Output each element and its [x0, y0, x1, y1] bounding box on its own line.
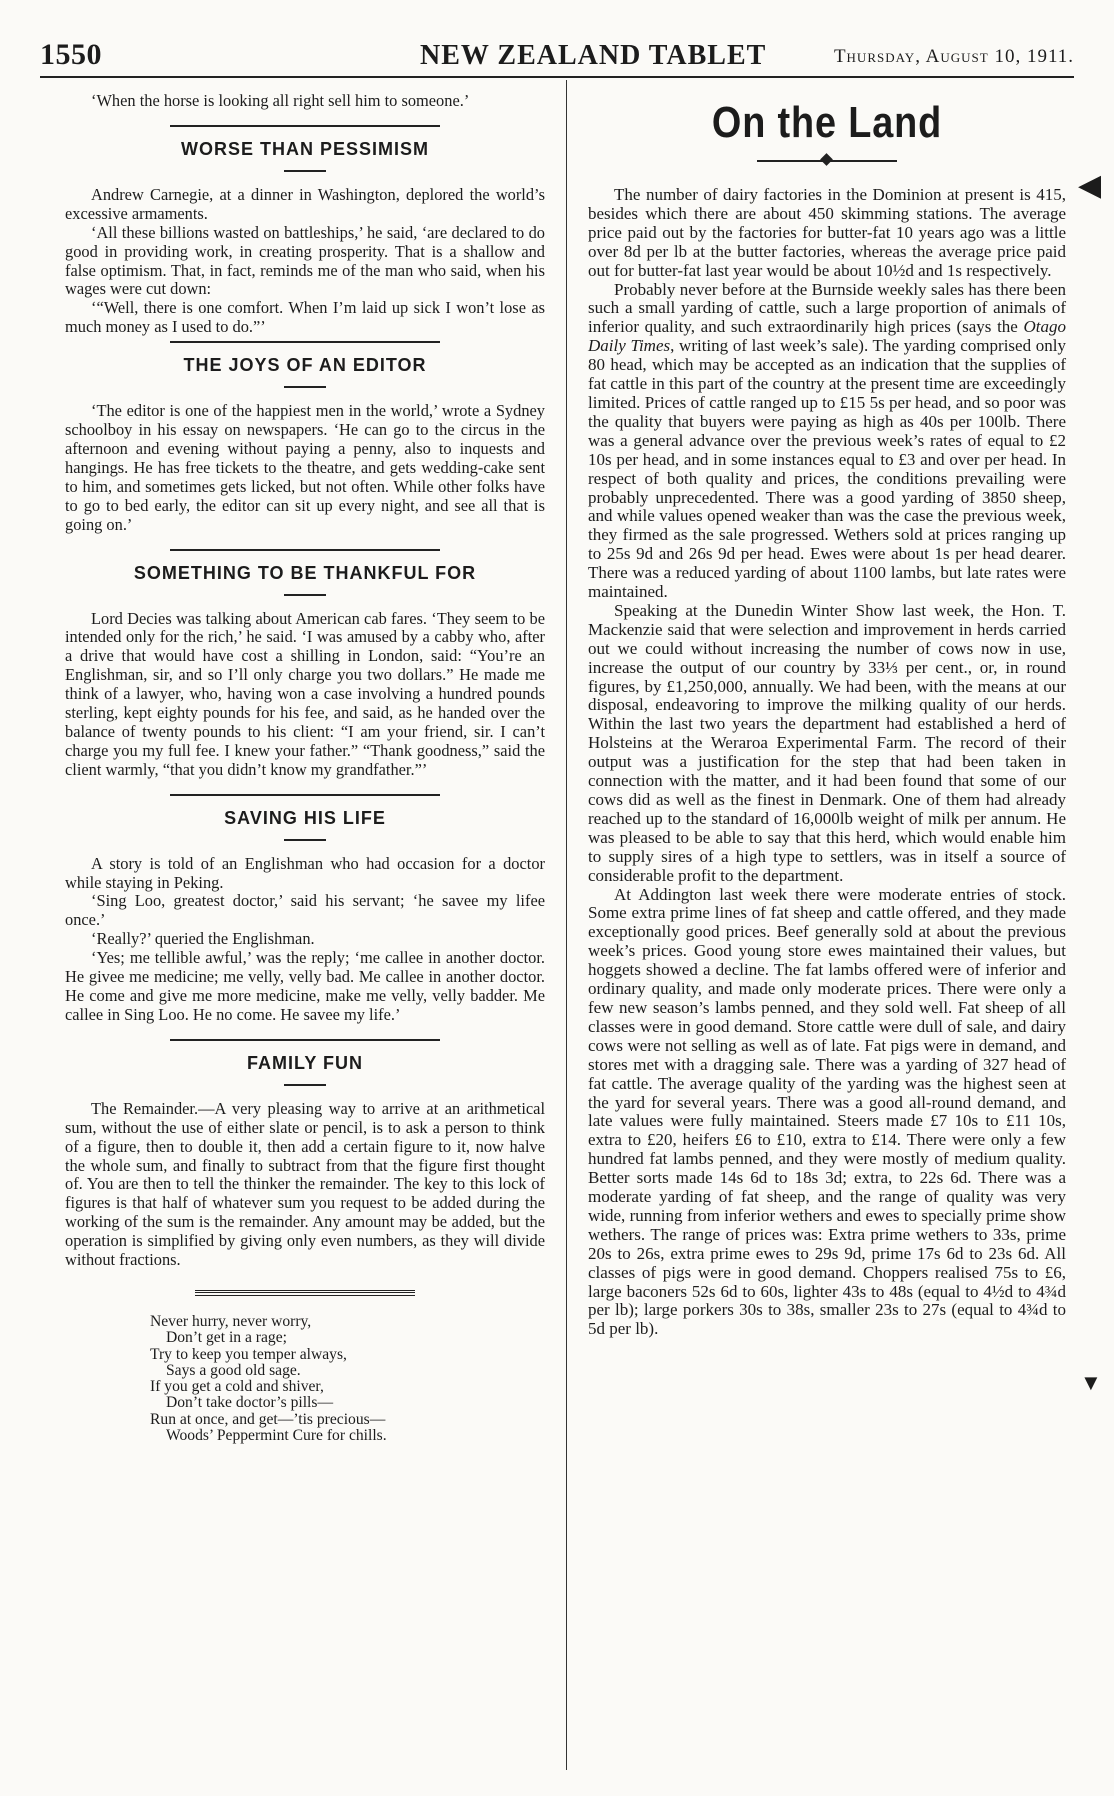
masthead-title: NEW ZEALAND TABLET: [420, 40, 767, 71]
verse-line: Don’t take doctor’s pills—: [166, 1394, 334, 1412]
margin-arrow-icon: ◀: [1078, 169, 1102, 202]
title-underline: [284, 594, 326, 596]
section-title-family-fun: FAMILY FUN: [246, 1052, 363, 1073]
title-ornament: [757, 154, 897, 168]
section-title-joys-of-an-editor: THE JOYS OF AN EDITOR: [183, 355, 427, 376]
verse-line: Don’t get in a rage;: [166, 1329, 287, 1347]
margin-arrow-icon: ▼: [1080, 1370, 1102, 1395]
newspaper-name: Otago Daily Times: [588, 317, 1066, 356]
section-title-on-the-land: On the Land: [711, 98, 943, 147]
article-paragraph: ‘Sing Loo, greatest doctor,’ said his servant; ‘he savee my lifee once.’: [65, 891, 545, 930]
page-header: [40, 38, 1074, 72]
article-paragraph: At Addington last week there were moderate entries of stock. Some extra prime lines of fat sheep and cattle offered, and they made exceptionally good prices. Beef generally sold at about the previous week’s prices. Good young store ewes maintained their values, but hoggets showed a decline. The fat lambs offered were of inferior and ordinary quality, and made only moderate prices. There were only a few new season’s lambs penned, and they sold well. Fat sheep of all classes were in good demand. Store cattle were dull of sale, and dairy cows were not selling as well as of late. Fat pigs were in demand, and stores met with a dragging sale. There was a yarding of 327 head of fat cattle. The average quality of the yarding was the highest seen at the yard for several years. There was a good all-round demand, and late values were fully maintained. Steers made £7 10s to £11 10s, extra to £20, heifers £6 to £10, extra to £14. There were only a few hundred fat lambs penned, and they were mostly of medium quality. Better sorts made 14s 6d to 18s 3d; extra, to 22s 6d. There was a moderate yarding of fat sheep, and the range of quality was very wide, running from inferior wethers and ewes to specially prime show wethers. The range of prices was: Extra prime wethers to 33s, prime 20s to 26s, extra prime ewes to 29s 9d, prime 17s 6d to 23s 6d. All classes of pigs were in good demand. Choppers realised 75s to £6, large baconers 52s 6d to 60s, lighter 43s to 48s (equal to 4½d to 4¾d per lb); large porkers 30s to 38s, smaller 23s to 27s (equal to 4¾d to 5d per lb).: [588, 884, 1066, 1339]
advertisement-verse: [150, 1314, 545, 1444]
verse-line: Run at once, and get—’tis precious—: [150, 1410, 386, 1428]
issue-date: Thursday, August 10, 1911.: [833, 46, 1074, 67]
article-paragraph: The number of dairy factories in the Dominion at present is 415, besides which there are about 450 skimming stations. The average price paid out by the factories for butter-fat 10 years ago was a little over 8d per lb at the butter factories, whereas the average price paid out for butter-fat last year would be about 10½d and 1s respectively.: [588, 185, 1066, 280]
article-paragraph: [588, 281, 1066, 602]
verse-line: Woods’ Peppermint Cure for chills.: [166, 1427, 387, 1445]
article-paragraph: Andrew Carnegie, at a dinner in Washington, deplored the world’s excessive armaments.: [65, 184, 545, 223]
title-underline: [284, 1084, 326, 1086]
double-rule-divider: [195, 1290, 415, 1296]
section-title-worse-than-pessimism: WORSE THAN PESSIMISM: [180, 138, 429, 159]
intro-quote: ‘When the horse is looking all right sell him to someone.’: [91, 91, 470, 110]
verse-line: Never hurry, never worry,: [150, 1312, 312, 1330]
section-title-something-to-be-thankful-for: SOMETHING TO BE THANKFUL FOR: [133, 562, 477, 583]
section-rule: [170, 341, 440, 343]
left-column: [65, 92, 545, 1444]
title-underline: [284, 839, 326, 841]
article-paragraph: ‘“Well, there is one comfort. When I’m laid up sick I won’t lose as much money as I used to do.”’: [65, 298, 545, 337]
section-rule: [170, 1039, 440, 1041]
verse-line: Try to keep you temper always,: [150, 1345, 347, 1363]
article-paragraph: Lord Decies was talking about American cab fares. ‘They seem to be intended only for the rich,’ he said. ‘I was amused by a cabby who, after a drive that would have cost a shilling in London, said: “You’re an Englishman, sir, and so I’ll only charge you two dollars.” He made me think of a lawyer, who, having won a case involving a hundred pounds sterling, kept eighty pounds for his fee, and said, as he handed over the balance of twenty pounds to his client: “I am your friend, sir. I can’t charge you my full fee. I knew your father.” “Thank goodness,” said the client warmly, “that you didn’t know my grandfather.”’: [65, 608, 545, 779]
section-rule: [170, 549, 440, 551]
page-number: 1550: [40, 38, 102, 71]
right-column: [588, 92, 1066, 1339]
title-underline: [284, 170, 326, 172]
verse-line: If you get a cold and shiver,: [150, 1378, 324, 1396]
column-divider: [566, 80, 567, 1770]
article-paragraph: Speaking at the Dunedin Winter Show last week, the Hon. T. Mackenzie said that were selection and improvement in herds carried out we could without increasing the number of cows now in use, increase the output of our country by 33⅓ per cent., or, in round figures, by £1,250,000, annually. We had been, with the means at our disposal, endeavoring to improve the milking quality of our herds. Within the last two years the department had established a herd of Holsteins at the Weraroa Experimental Farm. The record of their output was a justification for the step that had been taken in connection with the matter, and it had been found that some of our cows did as well as the finest in Denmark. One of them had already reached up to the standard of 16,000lb weight of milk per annum. He was pleased to be able to say that this herd, which would enable him to supply sires of a high type to settlers, was in itself a source of considerable profit to the department.: [588, 600, 1066, 885]
article-paragraph: ‘Yes; me tellible awful,’ was the reply; ‘me callee in another doctor. He givee me medicine; me velly, velly bad. Me callee in another doctor. He come and give me more medicine, make me velly, velly badder. Me callee in Sing Loo. He no come. He savee my life.’: [65, 948, 545, 1024]
article-paragraph: ‘The editor is one of the happiest men in the world,’ wrote a Sydney schoolboy in his essay on newspapers. ‘He can go to the circus in the afternoon and evening without paying a penny, also to inquests and hangings. He has free tickets to the theatre, and gets wedding-cake sent to him, and sometimes gets licked, but not often. While other folks have to go to bed early, the editor can sit up every night, and see all that is going on.’: [65, 401, 545, 534]
article-paragraph: The Remainder.—A very pleasing way to arrive at an arithmetical sum, without the use of either slate or pencil, is to ask a person to think of a figure, then to double it, then add a certain figure to it, now halve the whole sum, and finally to subtract from that the figure first thought of. You are then to tell the thinker the remainder. The key to this lock of figures is that half of whatever sum you request to be added during the working of the sum is the remainder. Any amount may be added, but the operation is simplified by giving only even numbers, as they will divide without fractions.: [65, 1098, 545, 1270]
title-underline: [284, 386, 326, 388]
paragraph-text: , writing of last week’s sale). The yarding comprised only 80 head, which may be accepted as an indication that the supplies of fat cattle in this part of the country at the present time are exceedingly limited. Prices of cattle ranged up to £15 5s per head, and so poor was the quality that buyers were paying as high as 40s per 100lb. There was a general advance over the previous week’s rates of equal to £2 10s per head, and in some instances equal to £3 and over per head. In respect of both quality and prices, the conditions prevailing were probably unprecedented. There was a good yarding of 3850 sheep, and while values opened weaker than was the case the previous week, they firmed as the sale progressed. Wethers sold at prices ranging up to 25s 9d and 26s 9d per head. Ewes were about 1s per head dearer. There was a reduced yarding of about 1100 lambs, but late rates were maintained.: [588, 336, 1066, 602]
section-title-saving-his-life: SAVING HIS LIFE: [224, 807, 386, 828]
article-paragraph: A story is told of an Englishman who had occasion for a doctor while staying in Peking.: [65, 853, 545, 892]
section-rule: [170, 125, 440, 127]
article-paragraph: ‘Really?’ queried the Englishman.: [91, 929, 315, 949]
paragraph-text: Probably never before at the Burnside weekly sales has there been such a small yarding of cattle, such a large proportion of animals of inferior quality, and such extraordinarily high prices (says the: [588, 279, 1066, 337]
header-rule: [40, 76, 1074, 78]
diamond-ornament-icon: [820, 153, 833, 166]
section-rule: [170, 794, 440, 796]
verse-line: Says a good old sage.: [166, 1361, 301, 1379]
article-paragraph: ‘All these billions wasted on battleships,’ he said, ‘are declared to do good in providing work, in creating prosperity. That is a shallow and false optimism. That, in fact, reminds me of the man who said, when his wages were cut down:: [65, 222, 545, 299]
